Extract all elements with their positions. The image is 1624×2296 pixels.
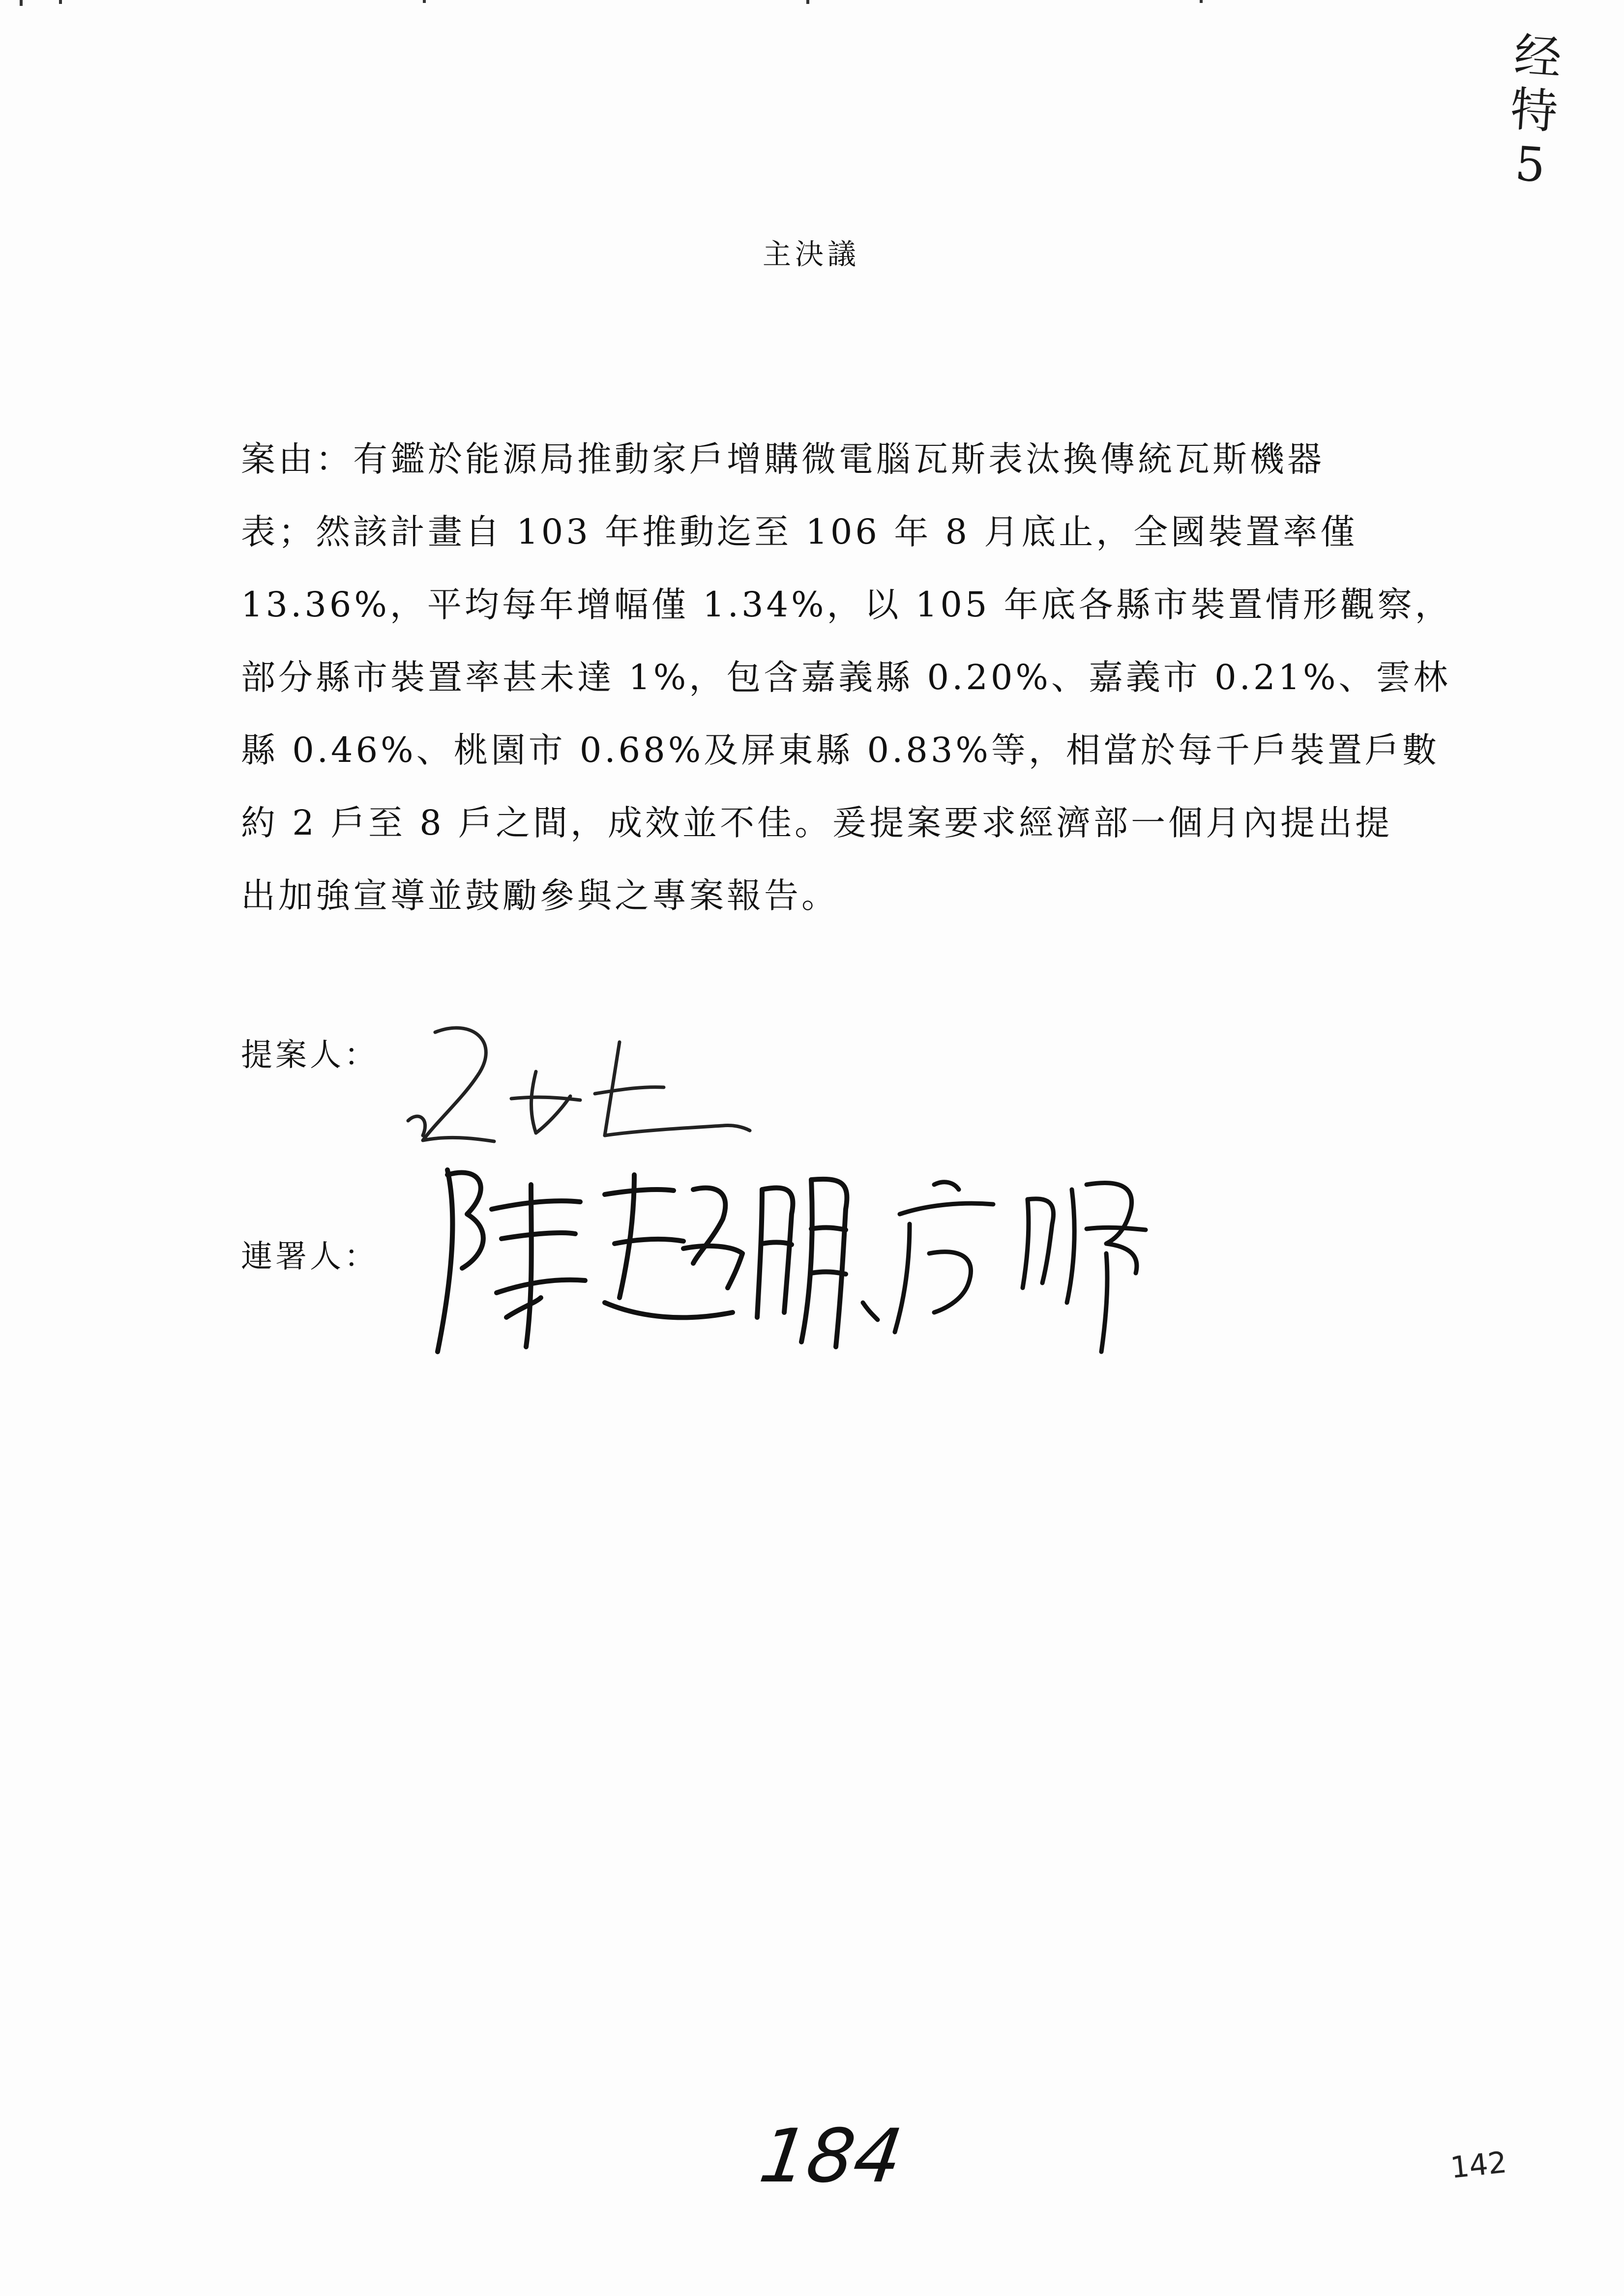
corner-note-line: 特 xyxy=(1508,81,1560,140)
body-line: 13.36%，平均每年增幅僅 1.34%，以 105 年底各縣市裝置情形觀察， xyxy=(241,584,1452,625)
corner-note-line: 经 xyxy=(1512,28,1564,86)
body-line: 約 2 戶至 8 戶之間，成效並不佳。爰提案要求經濟部一個月內提出提 xyxy=(241,803,1393,843)
body-line: 表；然該計畫自 103 年推動迄至 106 年 8 月底止，全國裝置率僅 xyxy=(241,512,1358,552)
body-line: 部分縣市裝置率甚未達 1%，包含嘉義縣 0.20%、嘉義市 0.21%、雲林 xyxy=(241,657,1451,698)
page-number: 184 xyxy=(754,2114,908,2199)
cosigner-signature xyxy=(418,1155,1180,1362)
body-line: 出加強宣導並鼓勵參與之專案報告。 xyxy=(241,875,839,916)
corner-note-line: 5 xyxy=(1513,136,1547,193)
document-title: 主決議 xyxy=(762,237,860,271)
proposer-label: 提案人： xyxy=(241,1037,379,1074)
stamp-number: 142 xyxy=(1448,2145,1508,2185)
corner-handwritten-note xyxy=(1489,27,1579,194)
body-line: 縣 0.46%、桃園市 0.68%及屏東縣 0.83%等，相當於每千戶裝置戶數 xyxy=(241,730,1440,770)
resolution-body xyxy=(241,423,1452,932)
cosigner-label: 連署人： xyxy=(241,1239,379,1275)
proposer-signature xyxy=(388,1013,762,1175)
body-line: 案由：有鑑於能源局推動家戶增購微電腦瓦斯表汰換傳統瓦斯機器 xyxy=(241,439,1325,479)
scan-edge-artifacts xyxy=(0,0,1624,15)
